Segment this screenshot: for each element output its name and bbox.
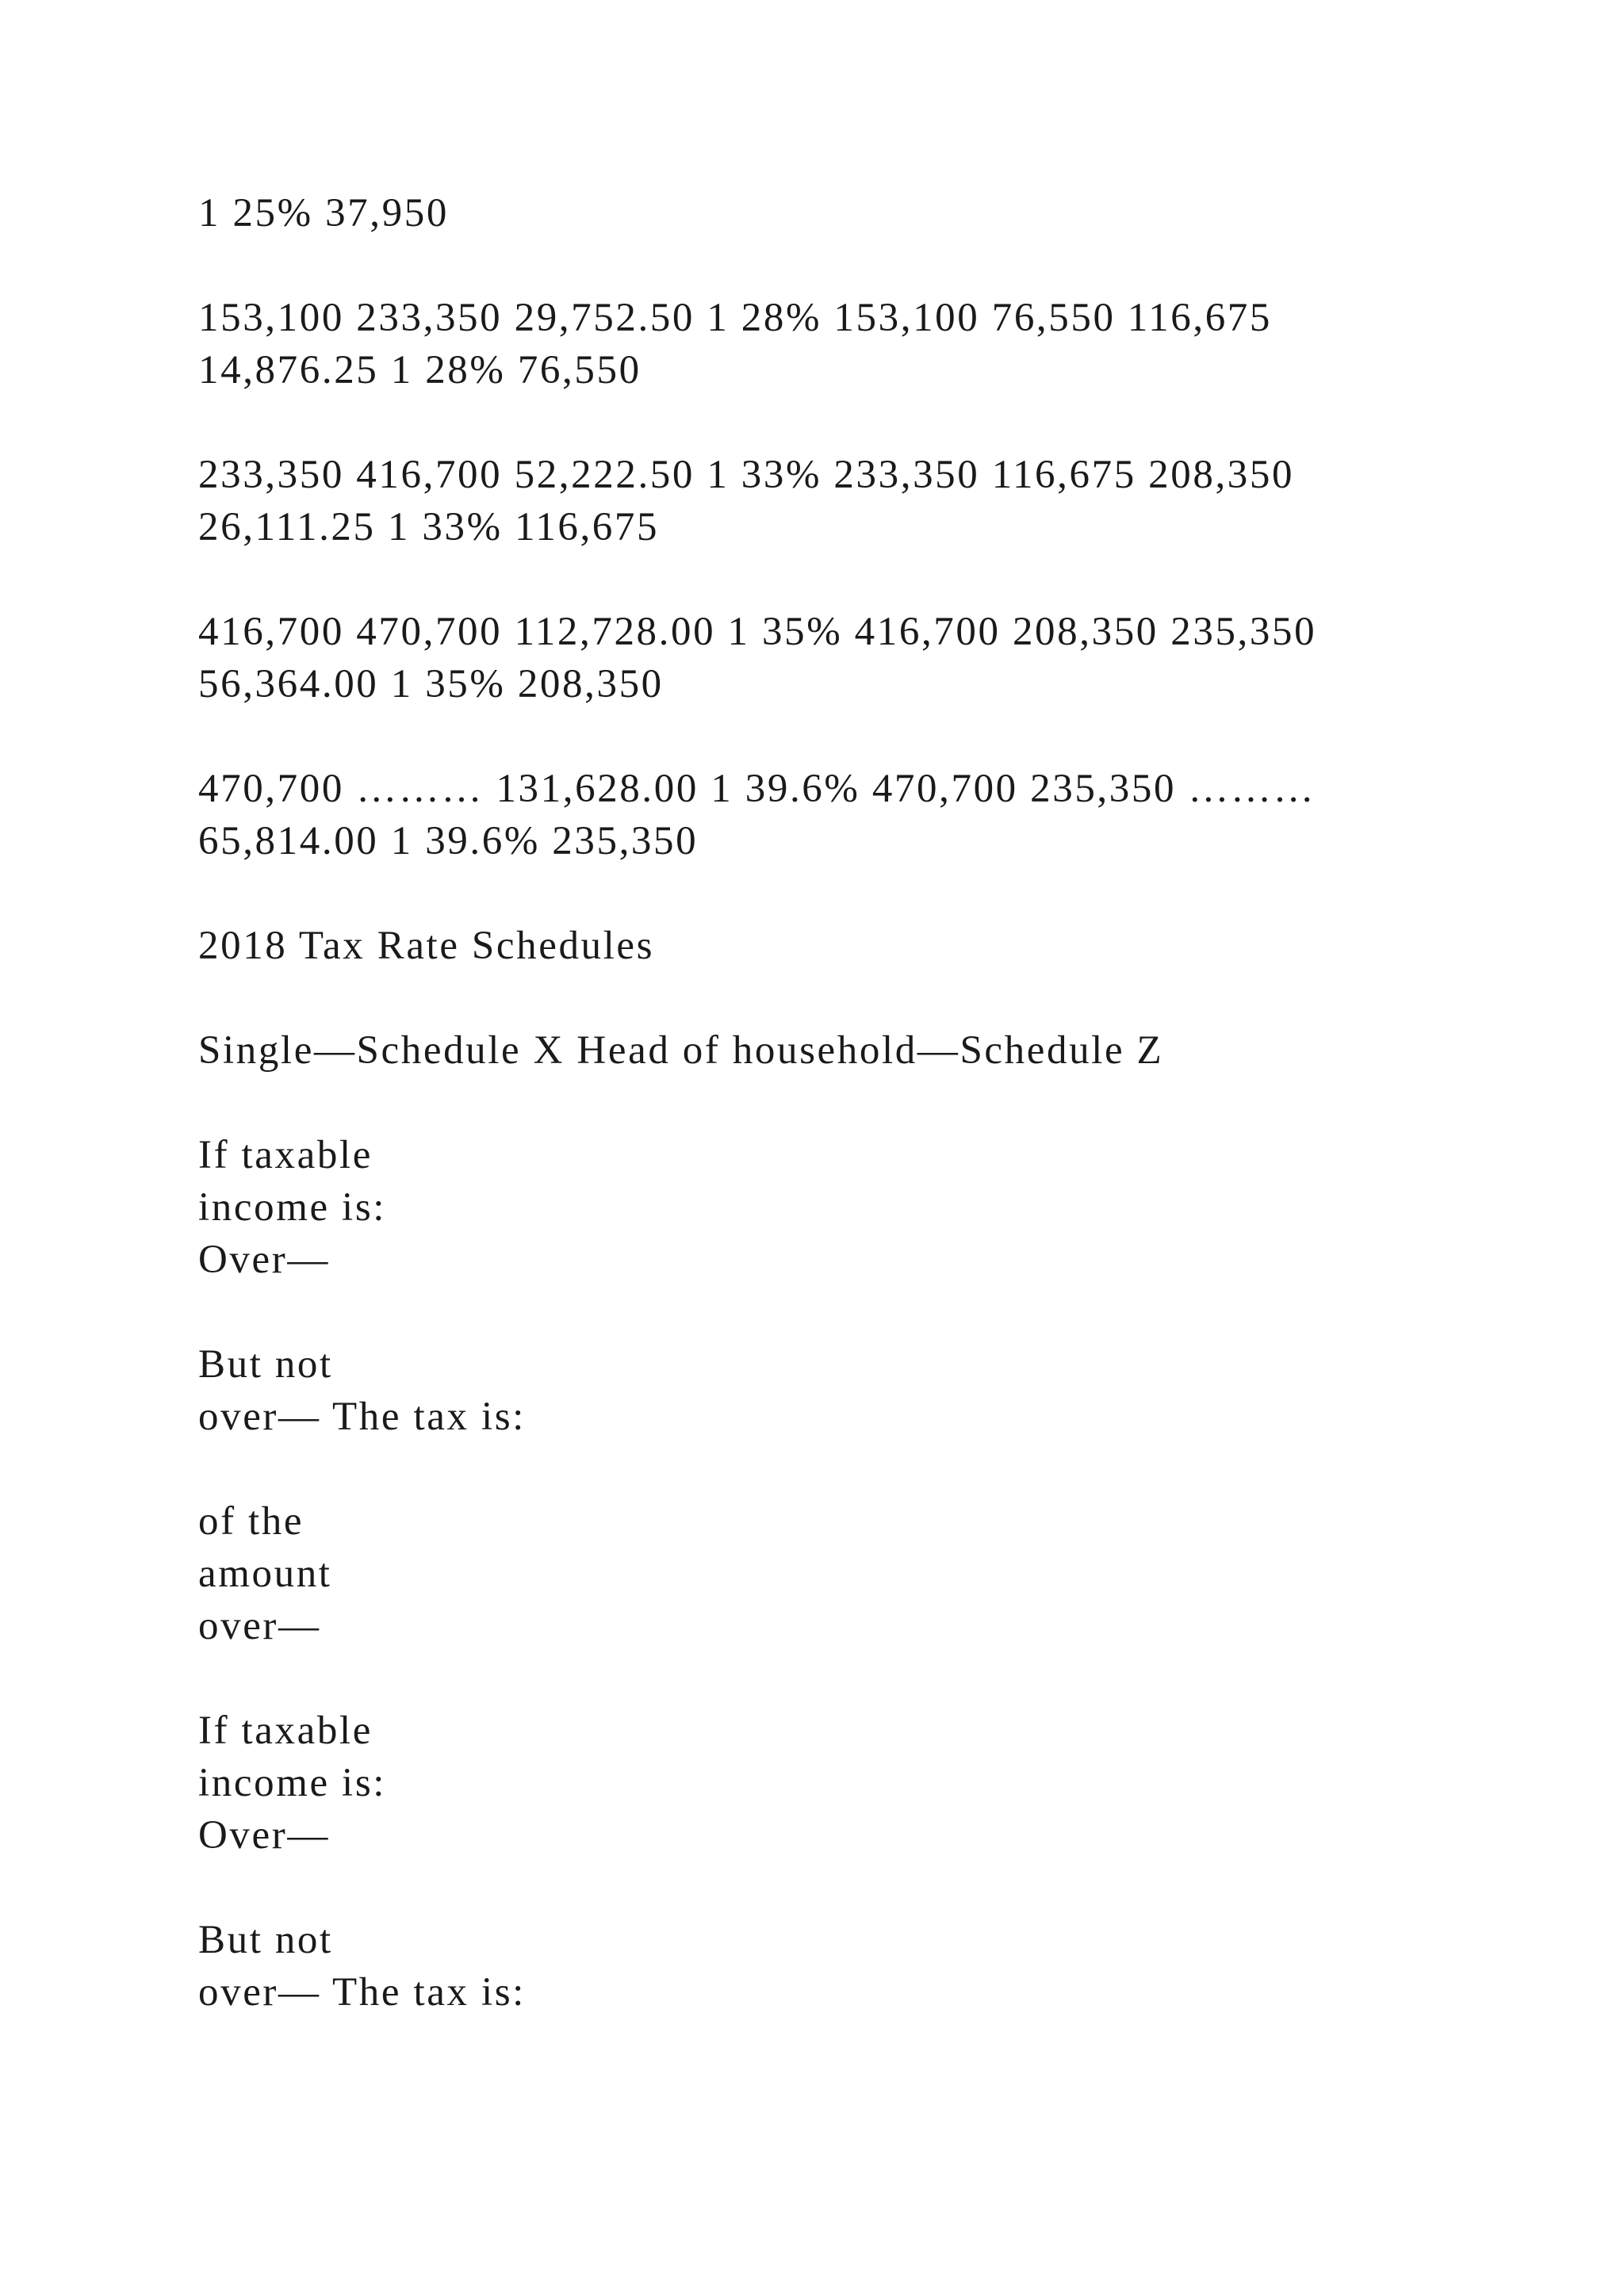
text-line: of the — [198, 1499, 304, 1544]
text-line: amount — [198, 1552, 332, 1596]
column-header-amount-over — [198, 1495, 1467, 1652]
text-line: income is: — [198, 1761, 387, 1805]
rate-row-39-6 — [198, 763, 1467, 867]
column-header-but-not-over — [198, 1338, 1467, 1443]
column-header-over — [198, 1129, 1467, 1286]
text-line: If taxable — [198, 1709, 373, 1753]
section-heading — [198, 920, 1467, 972]
text-line: 26,111.25 1 33% 116,675 — [198, 505, 660, 549]
rate-row-28 — [198, 292, 1467, 396]
text-line: income is: — [198, 1185, 387, 1230]
rate-row-35 — [198, 606, 1467, 710]
text-line: 470,700 ……… 131,628.00 1 39.6% 470,700 235,350 ……… — [198, 767, 1316, 811]
text-line: 153,100 233,350 29,752.50 1 28% 153,100 76,550 116,675 — [198, 296, 1272, 340]
text-line: 233,350 416,700 52,222.50 1 33% 233,350 116,675 208,350 — [198, 453, 1295, 497]
text-line: Over— — [198, 1813, 330, 1858]
text-line: But not — [198, 1918, 333, 1962]
text-line: 65,814.00 1 39.6% 235,350 — [198, 819, 699, 863]
text-line: 416,700 470,700 112,728.00 1 35% 416,700 208,350 235,350 — [198, 610, 1317, 654]
text-line: over— The tax is: — [198, 1970, 526, 2015]
text-line: 14,876.25 1 28% 76,550 — [198, 348, 642, 392]
text-line: 56,364.00 1 35% 208,350 — [198, 662, 664, 706]
text-line: 2018 Tax Rate Schedules — [198, 924, 655, 968]
text-line: over— The tax is: — [198, 1395, 526, 1439]
text-line: 1 25% 37,950 — [198, 191, 449, 235]
text-line: over— — [198, 1604, 321, 1648]
text-line: But not — [198, 1342, 333, 1387]
rate-row-25 — [198, 187, 1467, 239]
text-line: Single—Schedule X Head of household—Schedule Z — [198, 1028, 1164, 1073]
text-line: Over— — [198, 1238, 330, 1282]
column-header-over-2 — [198, 1705, 1467, 1862]
text-line: If taxable — [198, 1133, 373, 1177]
column-header-but-not-over-2 — [198, 1914, 1467, 2019]
rate-row-33 — [198, 449, 1467, 553]
schedule-titles — [198, 1024, 1467, 1077]
document-page — [198, 187, 1467, 2071]
